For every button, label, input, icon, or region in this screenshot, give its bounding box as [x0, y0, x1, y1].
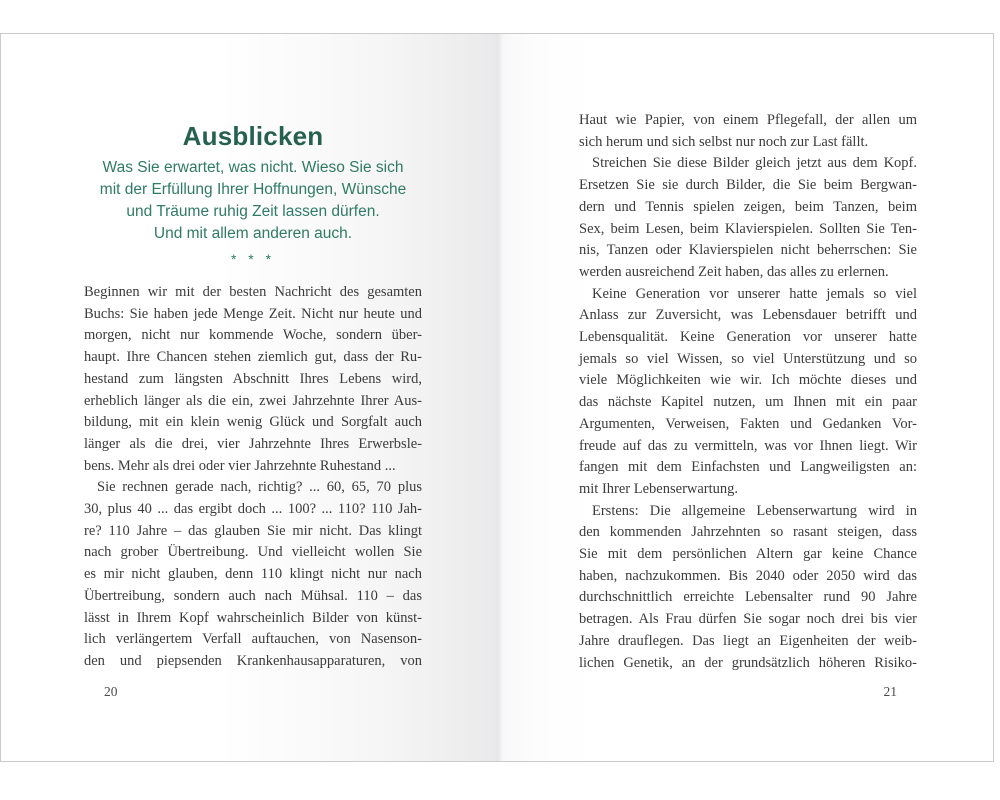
text-line: Erstens: Die allgemeine Lebenserwartung wird in [592, 502, 917, 519]
ornament-asterisks: * * * [230, 251, 276, 267]
text-line: hestand zum längsten Abschnitt Ihres Lebens wird, [84, 370, 422, 387]
left-page-body-text [84, 282, 422, 673]
text-line: den kommenden Jahrzehnten so rasant steigen, dass [579, 524, 917, 541]
text-line: Übertreibung, sondern auch nach Mühsal. 110 – das [84, 587, 422, 604]
left-page-number: 20 [104, 684, 118, 699]
text-line: Ersetzen Sie sie durch Bilder, die Sie beim Bergwan- [579, 177, 917, 194]
text-line: bildung, mit ein klein wenig Glück und Sorgfalt auch [84, 414, 422, 431]
text-line: es mir nicht glauben, denn 110 klingt nicht nur nach [84, 566, 422, 583]
right-page-body-text [579, 110, 917, 674]
chapter-title: Ausblicken [182, 121, 324, 152]
text-line: mit Ihrer Lebenserwartung. [579, 480, 739, 497]
text-line: jemals so viel Wissen, so viel Unterstützung und so [579, 350, 917, 367]
text-line: re? 110 Jahre – das glauben Sie mir nicht. Das klingt [84, 522, 422, 539]
text-line: dern und Tennis spielen zeigen, beim Tanzen, beim [579, 198, 917, 215]
text-line: fangen mit dem Einfachsten und Langweiligsten an: [579, 459, 917, 476]
chapter-subtitle [74, 157, 432, 245]
text-line: sich herum und sich selbst nur noch zur Last fällt. [579, 133, 869, 150]
subtitle-line: mit der Erfüllung Ihrer Hoffnungen, Wünsche [99, 181, 407, 198]
text-line: bens. Mehr als drei oder vier Jahrzehnte Ruhestand ... [84, 457, 396, 474]
text-line: betragen. Als Frau dürfen Sie sogar noch drei bis vier [579, 611, 917, 628]
text-line: Argumenten, Verweisen, Fakten und Gedanken Vor- [579, 415, 917, 432]
right-page-number: 21 [883, 684, 897, 699]
text-line: länger als die drei, vier Jahrzehnte Ihres Erwerbsle- [84, 435, 422, 452]
text-line: Buchs: Sie haben jede Menge Zeit. Nicht nur heute und [84, 305, 422, 322]
text-line: das nächste Kapitel nutzen, um Ihnen mit ein paar [579, 394, 917, 411]
text-line: haupt. Ihre Chancen stehen ziemlich gut, dass der Ru- [84, 349, 422, 366]
text-line: freude auf das zu vermitteln, was vor Ihnen liegt. Wir [579, 437, 917, 454]
text-line: Lebensqualität. Keine Generation vor unserer hatte [579, 329, 917, 346]
text-line: den und piepsenden Krankenhausapparaturen, von [84, 652, 422, 669]
text-line: Sie rechnen gerade nach, richtig? ... 60, 65, 70 plus [97, 479, 422, 496]
text-line: nis, Tanzen oder Klavierspielen nicht beherrschen: Sie [579, 242, 917, 259]
text-line: Sie mit dem persönlichen Altern gar keine Chance [579, 546, 917, 563]
text-line: werden ausreichend Zeit haben, das alles zu erlernen. [579, 263, 889, 280]
text-line: Beginnen wir mit der besten Nachricht des gesamten [84, 284, 422, 300]
text-line: 30, plus 40 ... das ergibt doch ... 100? ... 110? 110 Jah- [84, 501, 422, 518]
text-line: lichen Genetik, an der grundsätzlich höheren Risiko- [579, 654, 917, 671]
text-line: Keine Generation vor unserer hatte jemals so viel [592, 285, 917, 302]
text-line: Haut wie Papier, von einem Pflegefall, der allen um [579, 112, 917, 128]
text-line: durchschnittlich erreichte Lebensalter rund 90 Jahre [579, 589, 917, 606]
text-line: nach grober Übertreibung. Und vielleicht wollen Sie [84, 544, 422, 561]
subtitle-line: Was Sie erwartet, was nicht. Wieso Sie sich [102, 159, 404, 176]
text-line: morgen, nicht nur kommende Woche, sondern über- [84, 327, 422, 344]
subtitle-line: Und mit allem anderen auch. [153, 225, 353, 242]
text-line: viele Möglichkeiten wie wir. Ich möchte dieses und [579, 372, 917, 389]
text-line: lässt in Ihrem Kopf wahrscheinlich Bilder von künst- [84, 609, 422, 626]
text-line: Anlass zur Zuversicht, was Lebensdauer betrifft und [579, 307, 917, 324]
subtitle-line: und Träume ruhig Zeit lassen dürfen. [126, 203, 380, 220]
text-line: Sex, beim Lesen, beim Klavierspielen. Sollten Sie Ten- [579, 220, 917, 237]
text-line: haben, nachzukommen. Bis 2040 oder 2050 wird das [579, 567, 917, 584]
text-line: erheblich länger als die ein, zwei Jahrzehnte Ihrer Aus- [84, 392, 422, 409]
text-line: Streichen Sie diese Bilder gleich jetzt aus dem Kopf. [592, 155, 917, 172]
text-line: lich verlängertem Verfall auftauchen, von Nasenson- [84, 631, 422, 648]
text-line: Jahre drauflegen. Das liegt an Eigenheiten der weib- [579, 632, 917, 649]
